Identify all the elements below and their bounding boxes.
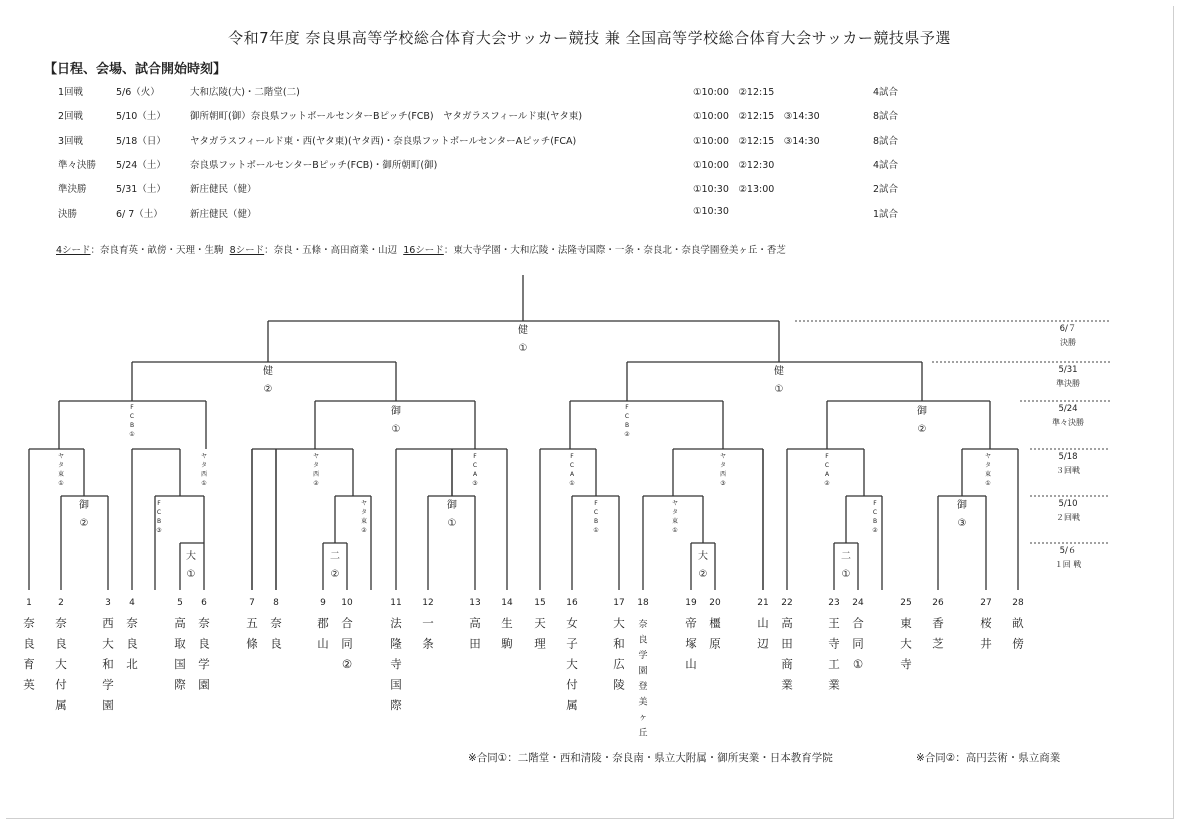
team-number: 5 (177, 598, 183, 608)
match-venue-label: F (825, 453, 829, 460)
team-name: 大 (102, 636, 114, 651)
team-name: 桜 (980, 616, 992, 630)
match-venue-label: C (129, 413, 135, 420)
team-number: 25 (900, 598, 912, 608)
match-venue-label: 東 (57, 471, 65, 478)
team-name: 子 (566, 636, 578, 651)
match-venue-label: C (156, 509, 162, 516)
team-name: 園 (102, 698, 114, 712)
schedule-round: 1回戦 (58, 87, 84, 98)
match-venue-label: ③ (156, 527, 162, 534)
match-slot-label: ② (263, 384, 273, 395)
round-name-label: ２回戦 (1056, 513, 1080, 522)
match-venue-label: タ (984, 462, 992, 469)
team-number: 12 (422, 598, 434, 608)
match-venue-label: 二 (841, 551, 851, 562)
schedule-venue: 御所朝町(御）奈良県フットボールセンターBピッチ(FCB) ヤタガラスフィールド東(ヤタ東) (190, 111, 583, 122)
match-venue-label: ② (361, 527, 367, 534)
match-venue-label: 東 (984, 471, 992, 478)
round-date-label: 5/24 (1058, 404, 1078, 414)
match-venue-label: F (594, 500, 598, 507)
match-venue-label: ① (569, 480, 575, 487)
match-venue-label: ② (313, 480, 319, 487)
team-name: 取 (174, 636, 186, 651)
team-name: ① (852, 657, 864, 671)
team-name: 高 (469, 616, 481, 630)
team-name: 井 (980, 636, 992, 651)
team-number: 7 (249, 598, 255, 608)
team-name: 芝 (932, 636, 944, 651)
match-slot-label: ② (698, 569, 708, 580)
team-name: 奈 (126, 616, 138, 630)
team-number: 18 (637, 598, 649, 608)
team-name: 属 (566, 698, 578, 712)
schedule-venue: ヤタガラスフィールド東・西(ヤタ東)(ヤタ西)・奈良県フットボールセンターAピッチ(FCA) (190, 136, 577, 147)
match-venue-label: F (873, 500, 877, 507)
team-name: 辺 (757, 636, 769, 651)
team-number: 15 (534, 598, 546, 608)
schedule-date: 5/18（日） (116, 136, 166, 147)
team-name: 際 (390, 698, 402, 712)
team-name: ヶ (638, 713, 648, 723)
seed-4-list: ：奈良育英・畝傍・天理・生駒 (90, 245, 224, 256)
schedule-count: 4試合 (873, 160, 899, 171)
team-name: 寺 (390, 657, 402, 671)
team-number: 22 (781, 598, 793, 608)
match-venue-label: 御 (447, 500, 457, 511)
team-name: 育 (23, 657, 35, 671)
team-name: 付 (55, 677, 67, 692)
schedule-heading: 【日程、会場、試合開始時刻】 (44, 62, 227, 77)
match-venue-label: ① (129, 431, 135, 438)
team-name: 和 (102, 657, 114, 671)
schedule-venue: 新庄健民（健） (190, 184, 257, 195)
team-name: 学 (638, 651, 648, 661)
match-venue-label: ② (824, 480, 830, 487)
team-name: 奈 (270, 616, 282, 630)
team-name: 西 (102, 616, 114, 630)
team-name: 畝 (1012, 616, 1024, 630)
match-venue-label: ヤ (200, 453, 208, 460)
team-name: 奈 (23, 616, 35, 630)
team-name: 同 (341, 636, 353, 651)
team-name: 良 (23, 636, 35, 651)
round-name-label: 準々決勝 (1052, 418, 1084, 427)
team-number: 3 (105, 598, 111, 608)
match-venue-label: ① (201, 480, 207, 487)
team-number: 19 (685, 598, 697, 608)
match-venue-label: 東 (671, 518, 679, 525)
match-venue-label: A (472, 471, 478, 478)
team-number: 6 (201, 598, 207, 608)
team-name: 塚 (685, 636, 697, 651)
team-name: 良 (126, 636, 138, 651)
match-venue-label: タ (312, 462, 320, 469)
team-name: 英 (23, 677, 35, 692)
round-date-label: 5/18 (1058, 452, 1078, 462)
seed-4-label: 4シード (56, 245, 91, 256)
schedule-times: ①10:00 ②12:15 ③14:30 (693, 111, 820, 122)
match-venue-label: F (130, 404, 134, 411)
match-venue-label: ヤ (719, 453, 727, 460)
match-venue-label: A (824, 471, 830, 478)
match-venue-label: 御 (957, 500, 967, 511)
match-venue-label: C (569, 462, 575, 469)
match-venue-label: B (129, 422, 135, 429)
team-name: 傍 (1012, 636, 1024, 651)
team-name: 良 (55, 636, 67, 651)
round-name-label: １回 戦 (1054, 560, 1082, 569)
team-name: 合 (341, 616, 353, 630)
schedule-round: 準決勝 (58, 184, 87, 195)
team-name: 五 (246, 616, 258, 630)
team-name: 帝 (685, 616, 697, 630)
team-name: 国 (390, 677, 402, 692)
match-venue-label: 御 (917, 406, 927, 417)
schedule-times: ①10:00 ②12:15 (693, 87, 775, 98)
team-name: 寺 (900, 657, 912, 671)
match-venue-label: 健 (263, 366, 273, 377)
schedule-times: ①10:00 ②12:15 ③14:30 (693, 136, 820, 147)
round-name-label: 準決勝 (1056, 379, 1080, 388)
team-name: 駒 (501, 636, 513, 651)
round-date-label: 5/10 (1058, 499, 1078, 509)
team-name: 橿 (709, 616, 721, 630)
team-name: 條 (246, 636, 258, 651)
team-name: 属 (55, 698, 67, 712)
round-name-label: ３回戦 (1056, 466, 1080, 475)
match-slot-label: ① (841, 569, 851, 580)
team-number: 1 (26, 598, 32, 608)
team-name: 同 (852, 636, 864, 651)
schedule-count: 1試合 (873, 209, 899, 220)
match-slot-label: ② (79, 518, 89, 529)
match-venue-label: C (824, 462, 830, 469)
team-name: 登 (638, 682, 648, 692)
team-name: 学 (198, 657, 210, 671)
team-number: 14 (501, 598, 513, 608)
match-slot-label: ② (917, 424, 927, 435)
match-venue-label: A (569, 471, 575, 478)
team-name: 一 (422, 616, 434, 630)
team-name: 園 (638, 666, 648, 677)
schedule-venue: 新庄健民（健） (190, 209, 257, 220)
team-name: 丘 (638, 728, 648, 739)
round-date-label: 5/31 (1058, 365, 1078, 375)
match-venue-label: C (472, 462, 478, 469)
team-name: 田 (469, 636, 481, 651)
match-venue-label: 東 (360, 518, 368, 525)
schedule-venue: 奈良県フットボールセンターBピッチ(FCB)・御所朝町(御) (190, 160, 438, 171)
round-date-label: 5/６ (1059, 546, 1077, 556)
team-number: 26 (932, 598, 944, 608)
schedule-count: 2試合 (873, 184, 899, 195)
team-name: 大 (55, 657, 67, 671)
schedule-date: 5/6（火） (116, 87, 160, 98)
team-name: 田 (781, 636, 793, 651)
team-name: 陵 (613, 677, 625, 692)
match-venue-label: B (624, 422, 630, 429)
team-name: 山 (685, 657, 697, 671)
team-name: 高 (174, 616, 186, 630)
team-name: 大 (900, 636, 912, 651)
match-slot-label: ① (447, 518, 457, 529)
match-venue-label: ① (985, 480, 991, 487)
match-venue-label: 健 (774, 366, 784, 377)
seed-8-list: ：奈良・五條・高田商業・山辺 (264, 245, 398, 256)
schedule-times: ①10:30 ②13:00 (693, 184, 775, 195)
schedule-date: 5/24（土） (116, 160, 166, 171)
match-venue-label: 御 (391, 406, 401, 417)
match-venue-label: タ (360, 509, 368, 516)
match-slot-label: ② (330, 569, 340, 580)
match-venue-label: C (872, 509, 878, 516)
schedule-round: 3回戦 (58, 136, 84, 147)
match-venue-label: ① (58, 480, 64, 487)
match-venue-label: F (473, 453, 477, 460)
team-name: 原 (709, 636, 721, 651)
team-name: 香 (932, 616, 944, 630)
match-venue-label: F (570, 453, 574, 460)
team-number: 4 (129, 598, 135, 608)
match-venue-label: ② (624, 431, 630, 438)
match-venue-label: 西 (719, 471, 727, 478)
team-number: 16 (566, 598, 578, 608)
match-venue-label: タ (200, 462, 208, 469)
team-name: 山 (757, 616, 769, 630)
team-number: 28 (1012, 598, 1024, 608)
match-slot-label: ① (391, 424, 401, 435)
team-name: 奈 (638, 620, 648, 630)
team-name: 大 (613, 616, 625, 630)
schedule-round: 2回戦 (58, 111, 84, 122)
schedule-date: 5/10（土） (116, 111, 166, 122)
match-venue-label: 二 (330, 551, 340, 562)
team-number: 11 (390, 598, 402, 608)
match-venue-label: C (593, 509, 599, 516)
schedule-round: 決勝 (58, 209, 78, 220)
match-venue-label: ① (593, 527, 599, 534)
match-venue-label: 大 (698, 551, 708, 562)
footnote-gōdō-2: ※合同②：高円芸術・県立商業 (916, 752, 1061, 764)
team-name: 高 (781, 616, 793, 630)
page-title: 令和7年度 奈良県高等学校総合体育大会サッカー競技 兼 全国高等学校総合体育大会サッカー競技県予選 (228, 29, 951, 47)
match-venue-label: F (157, 500, 161, 507)
match-venue-label: ① (672, 527, 678, 534)
team-name: 寺 (828, 636, 840, 651)
seed-8-label: 8シード (229, 245, 265, 256)
match-slot-label: ③ (957, 518, 967, 529)
team-name: 園 (198, 677, 210, 692)
team-name: 山 (317, 636, 329, 651)
schedule-date: 5/31（土） (116, 184, 166, 195)
team-number: 23 (828, 598, 840, 608)
team-number: 17 (613, 598, 625, 608)
match-venue-label: 大 (186, 551, 196, 562)
team-number: 27 (980, 598, 992, 608)
team-name: 国 (174, 657, 186, 671)
match-venue-label: B (156, 518, 162, 525)
schedule-count: 8試合 (873, 136, 899, 147)
footnote-gōdō-1: ※合同①：二階堂・西和清陵・奈良南・県立大附属・御所実業・日本教育学院 (468, 752, 833, 764)
schedule-round: 準々決勝 (58, 160, 97, 171)
team-number: 21 (757, 598, 769, 608)
team-number: 24 (852, 598, 864, 608)
team-number: 8 (273, 598, 279, 608)
team-name: 業 (781, 677, 793, 692)
match-venue-label: ② (872, 527, 878, 534)
team-number: 13 (469, 598, 481, 608)
schedule-times: ①10:30 (693, 206, 729, 217)
match-venue-label: B (593, 518, 599, 525)
round-date-label: 6/７ (1059, 324, 1077, 334)
team-name: 業 (828, 677, 840, 692)
match-slot-label: ① (518, 343, 528, 354)
match-venue-label: タ (57, 462, 65, 469)
team-name: 工 (828, 657, 840, 671)
match-venue-label: 西 (312, 471, 320, 478)
schedule-venue: 大和広陵(大)・二階堂(二) (190, 87, 300, 98)
match-venue-label: ヤ (57, 453, 65, 460)
team-name: 隆 (390, 636, 402, 651)
match-venue-label: 健 (518, 325, 528, 336)
round-name-label: 決勝 (1060, 338, 1076, 347)
team-number: 20 (709, 598, 721, 608)
team-name: 和 (613, 636, 625, 651)
team-name: 良 (638, 635, 648, 646)
team-name: 奈 (198, 616, 210, 630)
schedule-times: ①10:00 ②12:30 (693, 160, 775, 171)
match-venue-label: F (625, 404, 629, 411)
team-name: 北 (126, 657, 138, 671)
team-name: 広 (613, 657, 625, 671)
match-venue-label: ③ (720, 480, 726, 487)
team-number: 10 (341, 598, 353, 608)
match-venue-label: 御 (79, 500, 89, 511)
match-venue-label: 西 (200, 471, 208, 478)
match-venue-label: タ (671, 509, 679, 516)
team-name: 大 (566, 657, 578, 671)
team-name: 東 (900, 616, 912, 630)
team-name: 良 (270, 636, 282, 651)
team-name: 条 (422, 636, 434, 651)
team-name: 法 (390, 616, 402, 630)
match-venue-label: タ (719, 462, 727, 469)
team-name: 学 (102, 677, 114, 692)
match-venue-label: ヤ (984, 453, 992, 460)
team-name: 商 (781, 657, 793, 671)
match-venue-label: ヤ (671, 500, 679, 507)
team-number: 9 (320, 598, 326, 608)
match-venue-label: ヤ (360, 500, 368, 507)
team-name: 王 (828, 616, 840, 630)
team-name: 良 (198, 636, 210, 651)
team-name: 付 (566, 677, 578, 692)
team-name: 理 (534, 636, 546, 651)
match-venue-label: C (624, 413, 630, 420)
schedule-count: 4試合 (873, 87, 899, 98)
team-name: 美 (638, 697, 648, 708)
team-name: 際 (174, 677, 186, 692)
team-name: 奈 (55, 616, 67, 630)
seed-16-label: 16シード (403, 245, 444, 256)
team-name: 天 (534, 616, 546, 630)
match-venue-label: B (872, 518, 878, 525)
seed-16-list: ：東大寺学園・大和広陵・法隆寺国際・一条・奈良北・奈良学園登美ヶ丘・香芝 (443, 245, 786, 256)
team-name: 生 (501, 616, 513, 630)
team-name: 女 (566, 616, 578, 630)
match-venue-label: ヤ (312, 453, 320, 460)
schedule-count: 8試合 (873, 111, 899, 122)
match-slot-label: ① (186, 569, 196, 580)
team-name: ② (341, 657, 353, 671)
match-slot-label: ① (774, 384, 784, 395)
team-name: 合 (852, 616, 864, 630)
match-venue-label: ③ (472, 480, 478, 487)
schedule-date: 6/ 7（土） (116, 209, 163, 220)
team-number: 2 (58, 598, 64, 608)
team-name: 郡 (317, 616, 329, 630)
